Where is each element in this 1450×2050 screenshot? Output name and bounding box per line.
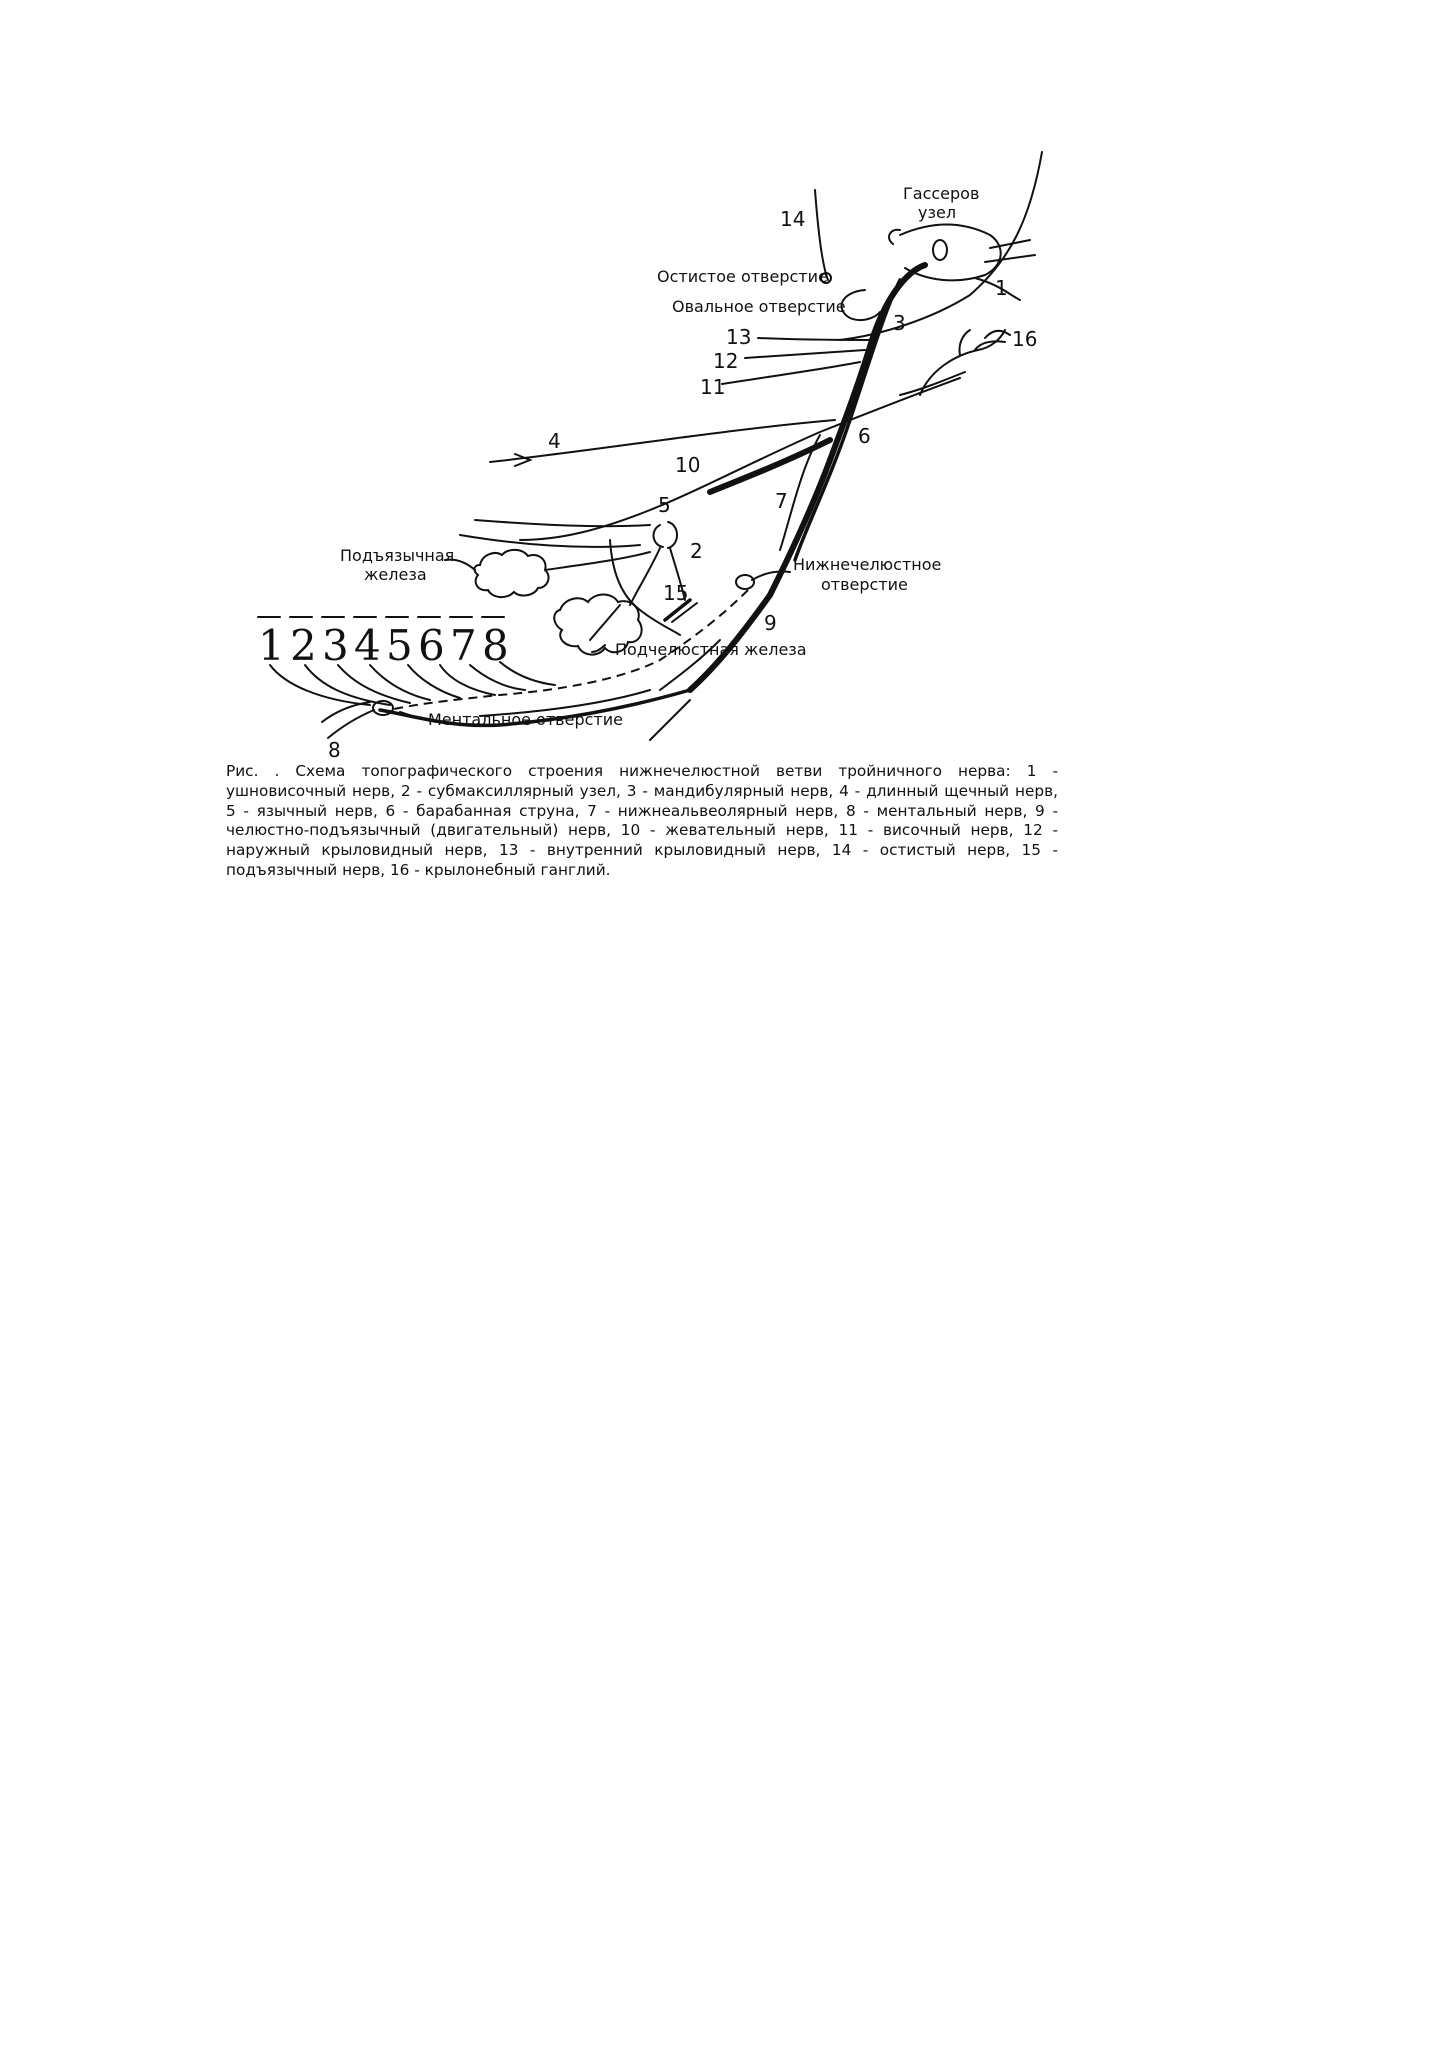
gasserian-ganglion	[889, 224, 1035, 300]
number-8: 8	[328, 738, 341, 762]
lingual-main	[520, 378, 960, 540]
label-mentalnoe: Ментальное отверстие	[428, 710, 623, 729]
nerve-4-arrow	[515, 454, 530, 466]
tooth-digit-6: 6	[418, 621, 445, 670]
number-10: 10	[675, 453, 701, 477]
nerve-10-masseteric	[710, 440, 830, 492]
branch-to-sublingual	[545, 552, 650, 570]
number-2: 2	[690, 539, 703, 563]
label-podyazychnaya-2: железа	[364, 565, 427, 584]
label-gasserov-1: Гассеров	[903, 184, 980, 203]
number-9: 9	[764, 611, 777, 635]
oval-foramen-marker	[842, 290, 880, 320]
number-1: 1	[995, 276, 1008, 300]
number-13: 13	[726, 325, 752, 349]
nerve-12-external-pterygoid	[745, 350, 865, 358]
label-podchelyustnaya: Подчелюстная железа	[615, 640, 807, 659]
tooth-digit-4: 4	[354, 621, 381, 670]
tooth-digit-7: 7	[450, 621, 477, 670]
number-16: 16	[1012, 327, 1038, 351]
tooth-digit-2: 2	[290, 621, 317, 670]
label-ovalnoe: Овальное отверстие	[672, 297, 846, 316]
jaw-line-2	[460, 535, 640, 547]
pterygopalatine-ganglion	[920, 330, 1010, 395]
number-15: 15	[663, 581, 689, 605]
tooth-digit-3: 3	[322, 621, 349, 670]
number-14: 14	[780, 207, 806, 231]
label-nizhnechelyustnoe-2: отверстие	[821, 575, 908, 594]
nerve-3-mandibular	[830, 265, 925, 460]
tooth-digit-8: 8	[482, 621, 509, 670]
number-3: 3	[893, 311, 906, 335]
label-nizhnechelyustnoe-1: Нижнечелюстное	[793, 555, 942, 574]
sublingual-gland	[474, 550, 548, 597]
tooth-digit-5: 5	[386, 621, 413, 670]
figure-caption: Рис. . Схема топографического строения нижнечелюстной ветви тройничного нерва: 1 - ушновисочный нерв, 2 - субмаксиллярный узел, 3 - мандибулярный нерв, 4 - длинный щечный нерв, 5 - язычный нерв, 6 - барабанная струна, 7 - нижнеальвеолярный нерв, 8 - ментальный нерв, 9 - челюстно-подъязычный (двигательный) нерв, 10 - жевательный нерв, 11 - височный нерв, 12 - наружный крыловидный нерв, 13 - внутренний крыловидный нерв, 14 - остистый нерв, 15 - подъязычный нерв, 16 - крылонебный ганглий.	[226, 762, 1058, 879]
mandibular-foramen-arrow	[752, 571, 790, 580]
tooth-digit-1: 1	[258, 621, 285, 670]
label-gasserov-2: узел	[918, 203, 957, 222]
number-5: 5	[658, 493, 671, 517]
mandibular-foramen	[736, 575, 754, 589]
number-7: 7	[775, 489, 788, 513]
number-11: 11	[700, 375, 726, 399]
label-podyazychnaya-1: Подъязычная	[340, 546, 455, 565]
nerve-11-temporal	[722, 362, 860, 384]
number-12: 12	[713, 349, 739, 373]
number-6: 6	[858, 424, 871, 448]
skull-contour	[840, 152, 1042, 340]
lower-jaw-fragment	[650, 700, 690, 740]
nerve-4-long-buccal	[490, 420, 835, 462]
jaw-upper-line	[475, 520, 650, 526]
number-4: 4	[548, 429, 561, 453]
label-ostistoe: Остистое отверстие	[657, 267, 828, 286]
